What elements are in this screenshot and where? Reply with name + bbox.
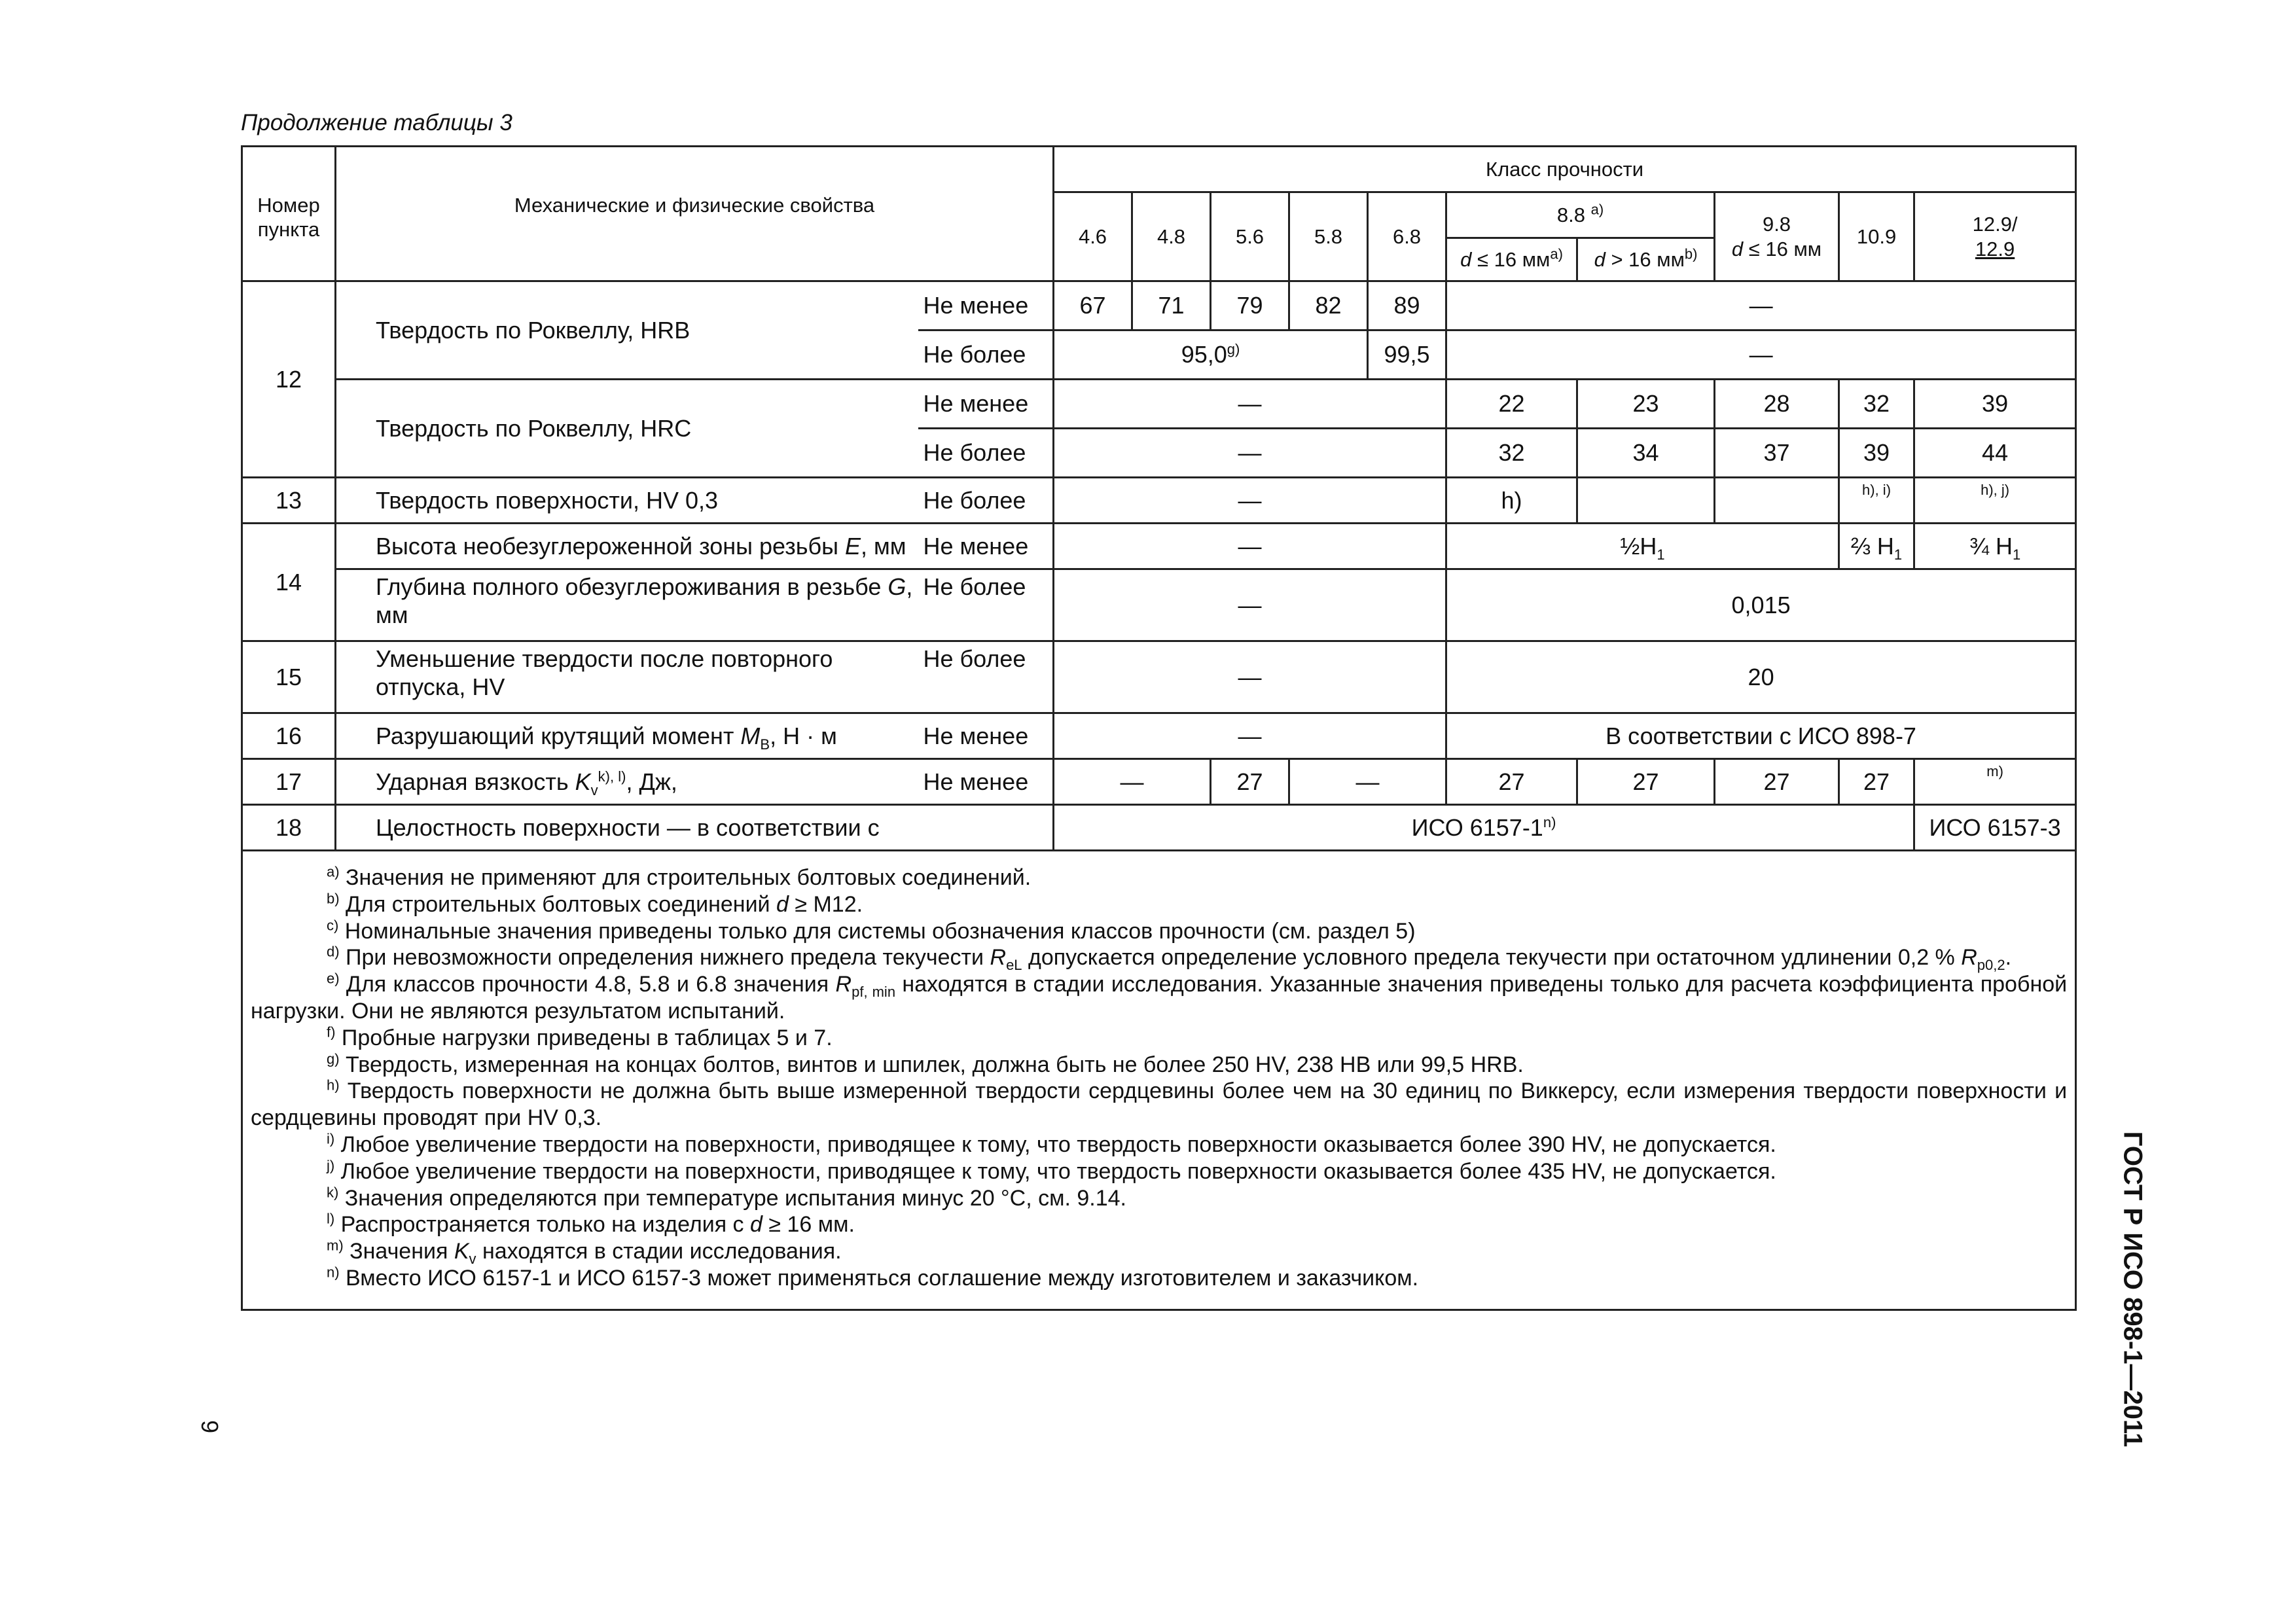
footnote-i: $^{i)}$ Любое увеличение твердости на поверхности, приводящее к тому, что твердость поверхности оказывается более 390 HV, не допускается.: [327, 1130, 1776, 1157]
table-cell: —: [1054, 759, 1211, 805]
row-17-property: Ударная вязкость $K_v^{k), l)}$, Дж,: [336, 759, 918, 805]
row-16-label: Не менее: [918, 713, 1054, 759]
table-cell: 32: [1446, 429, 1577, 478]
row-13-property: Твердость поверхности, HV 0,3: [336, 478, 918, 524]
row-14-g-property: Глубина полного обезуглероживания в резьбе G, мм: [336, 569, 918, 641]
row-12-hrc-min-label: Не менее: [918, 380, 1054, 429]
table-cell: 22: [1446, 380, 1577, 429]
table-cell: 23: [1577, 380, 1715, 429]
table-cell: h): [1446, 478, 1577, 524]
row-13-label: Не более: [918, 478, 1054, 524]
table-cell: 95,0$^{g)}$: [1054, 330, 1368, 380]
table-cell: 0,015: [1446, 569, 2076, 641]
row-14-e-label: Не менее: [918, 524, 1054, 569]
class-4-8: 4.8: [1132, 192, 1211, 281]
table-cell: 79: [1211, 281, 1289, 330]
table-cell: 20: [1446, 641, 2076, 713]
class-9-8: 9.8 d ≤ 16 мм: [1715, 192, 1839, 281]
table-cell: 82: [1289, 281, 1368, 330]
footnote-l: $^{l)}$ Распространяется только на изделия с d ≥ 16 мм.: [327, 1211, 855, 1238]
table-caption: Продолжение таблицы 3: [241, 110, 512, 135]
table-cell: 39: [1914, 380, 2076, 429]
table-cell: 28: [1715, 380, 1839, 429]
table-cell: —: [1054, 713, 1446, 759]
table-cell: m): [1914, 759, 2076, 805]
row-14-number: 14: [242, 524, 336, 641]
table-cell: —: [1446, 330, 2076, 380]
table-cell: —: [1446, 281, 2076, 330]
table-footnotes: [242, 851, 2076, 1310]
table-cell: —: [1054, 478, 1446, 524]
row-15-property: Уменьшение твердости после повторного отпуска, HV: [336, 641, 918, 713]
header-item-number: Номер пункта: [242, 147, 336, 281]
row-12-hrb-max-label: Не более: [918, 330, 1054, 380]
row-15-number: 15: [242, 641, 336, 713]
row-17-number: 17: [242, 759, 336, 805]
table-cell: ИСО 6157-1$^{n)}$: [1054, 805, 1914, 851]
row-18-number: 18: [242, 805, 336, 851]
table-cell: ¾ $H_1$: [1914, 524, 2076, 569]
row-12-hrb-property: Твердость по Роквеллу, HRB: [336, 281, 918, 380]
table-cell: 67: [1054, 281, 1132, 330]
document-designation: ГОСТ Р ИСО 898-1—2011: [2118, 1131, 2147, 1448]
footnote-g: $^{g)}$ Твердость, измеренная на концах болтов, винтов и шпилек, должна быть не более 250 HV, 238 HB или 99,5 HRB.: [327, 1050, 1524, 1077]
footnote-a: $^{a)}$ Значения не применяют для строительных болтовых соединений.: [327, 863, 1031, 890]
row-16-property: Разрушающий крутящий момент $M_B$, Н · м: [336, 713, 918, 759]
row-14-g-label: Не более: [918, 569, 1054, 641]
table-cell: 27: [1715, 759, 1839, 805]
class-5-8: 5.8: [1289, 192, 1368, 281]
table-cell: 27: [1577, 759, 1715, 805]
row-12-hrb-min-label: Не менее: [918, 281, 1054, 330]
footnote-m: $^{m)}$ Значения $K_v$ находятся в стадии исследования.: [327, 1237, 842, 1267]
header-property: Механические и физические свойства: [336, 147, 1054, 281]
table-cell: ⅔ $H_1$: [1839, 524, 1914, 569]
footnote-c: $^{c)}$ Номинальные значения приведены только для системы обозначения классов прочности (см. раздел 5): [327, 917, 1416, 944]
table-cell: —: [1289, 759, 1446, 805]
footnote-d: $^{d)}$ При невозможности определения нижнего предела текучести $R_{eL}$ допускается определение условного предела текучести при остаточном удлинении 0,2 % $R_{p0,2}$.: [327, 944, 2012, 974]
row-13-number: 13: [242, 478, 336, 524]
header-strength-class: Класс прочности: [1054, 147, 2076, 192]
strength-class-table: [241, 145, 2077, 1311]
table-cell: 71: [1132, 281, 1211, 330]
table-cell: 27: [1839, 759, 1914, 805]
table-cell: h), i): [1839, 478, 1914, 524]
footnote-f: $^{f)}$ Пробные нагрузки приведены в таблицах 5 и 7.: [327, 1024, 833, 1050]
table-cell: —: [1054, 641, 1446, 713]
table-cell: [1577, 478, 1715, 524]
table-cell: 44: [1914, 429, 2076, 478]
footnote-b: $^{b)}$ Для строительных болтовых соединений d ≥ M12.: [327, 890, 863, 917]
table-cell: 27: [1211, 759, 1289, 805]
row-18-property: Целостность поверхности — в соответствии с: [336, 805, 1054, 851]
table-cell: h), j): [1914, 478, 2076, 524]
footnote-n: $^{n)}$ Вместо ИСО 6157-1 и ИСО 6157-3 может применяться соглашение между изготовителем и заказчиком.: [327, 1264, 1419, 1291]
class-8-8: 8.8 $^{a)}$: [1446, 192, 1715, 238]
row-12-hrc-property: Твердость по Роквеллу, HRC: [336, 380, 918, 478]
class-6-8: 6.8: [1368, 192, 1446, 281]
page-number: 9: [196, 1419, 223, 1434]
row-12-number: 12: [242, 281, 336, 478]
class-12-9: 12.9/ 12.9: [1914, 192, 2076, 281]
table-cell: 34: [1577, 429, 1715, 478]
row-12-hrc-max-label: Не более: [918, 429, 1054, 478]
table-cell: 89: [1368, 281, 1446, 330]
footnote-k: $^{k)}$ Значения определяются при температуре испытания минус 20 °С, см. 9.14.: [327, 1184, 1126, 1211]
footnote-e: $^{e)}$ Для классов прочности 4.8, 5.8 и 6.8 значения $R_{pf, min}$ находятся в стадии исследования. Указанные значения приведены только для расчета коэффициента пробной нагрузки. Они не являются результатом испытаний.: [251, 970, 2068, 1024]
row-14-e-property: Высота необезуглероженной зоны резьбы E, мм: [336, 524, 918, 569]
table-cell: В соответствии с ИСО 898-7: [1446, 713, 2076, 759]
row-17-label: Не менее: [918, 759, 1054, 805]
footnote-j: $^{j)}$ Любое увеличение твердости на поверхности, приводящее к тому, что твердость поверхности оказывается более 435 HV, не допускается.: [327, 1157, 1776, 1184]
table-cell: ИСО 6157-3: [1914, 805, 2076, 851]
table-cell: —: [1054, 429, 1446, 478]
class-8-8-small-d: d ≤ 16 $мм^{a)}$: [1446, 238, 1577, 281]
table-cell: —: [1054, 524, 1446, 569]
table-cell: 39: [1839, 429, 1914, 478]
table-cell: [1715, 478, 1839, 524]
table-cell: —: [1054, 380, 1446, 429]
footnote-h: $^{h)}$ Твердость поверхности не должна быть выше измеренной твердости сердцевины более чем на 30 единиц по Виккерсу, если измерения твердости поверхности и сердцевины проводят при HV 0,3.: [251, 1077, 2068, 1131]
table-cell: —: [1054, 569, 1446, 641]
row-16-number: 16: [242, 713, 336, 759]
class-4-6: 4.6: [1054, 192, 1132, 281]
class-8-8-large-d: d > 16 $мм^{b)}$: [1577, 238, 1715, 281]
table-cell: 37: [1715, 429, 1839, 478]
class-5-6: 5.6: [1211, 192, 1289, 281]
class-10-9: 10.9: [1839, 192, 1914, 281]
row-15-label: Не более: [918, 641, 1054, 713]
table-cell: $\frac{1}{2}H_1$: [1446, 524, 1839, 569]
table-cell: 99,5: [1368, 330, 1446, 380]
table-cell: 32: [1839, 380, 1914, 429]
table-cell: 27: [1446, 759, 1577, 805]
